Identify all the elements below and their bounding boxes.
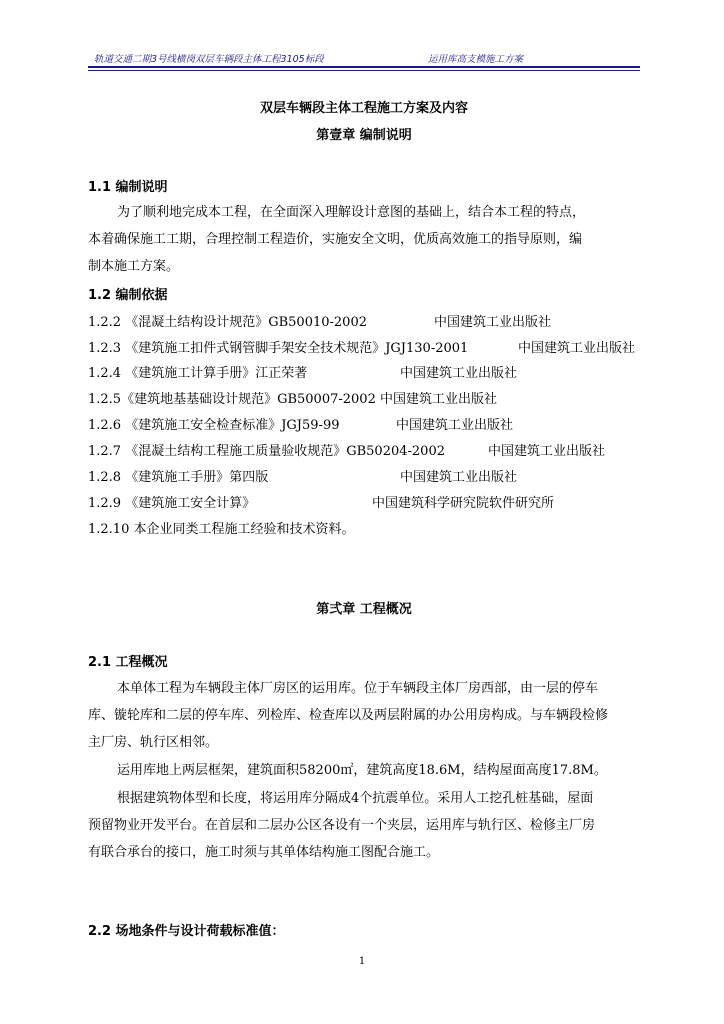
reference-publisher: 中国建筑工业出版社 bbox=[400, 470, 518, 485]
page-number: 1 bbox=[358, 956, 366, 967]
header-rule-thick bbox=[88, 66, 640, 68]
header-project-name: 轨道交通二期3号线横岗双层车辆段主体工程3105标段 bbox=[94, 54, 324, 65]
paragraph-line: 本单体工程为车辆段主体厂房区的运用库。位于车辆段主体厂房西部，由一层的停车 bbox=[117, 681, 599, 696]
reference-title: 1.2.6 《建筑施工安全检查标准》JGJ59-99 bbox=[88, 418, 340, 433]
reference-publisher: 中国建筑工业出版社 bbox=[488, 444, 606, 459]
paragraph-line: 主厂房、轨行区相邻。 bbox=[88, 735, 219, 750]
reference-item bbox=[88, 518, 354, 537]
chapter-2-title: 第弍章 工程概况 bbox=[316, 602, 412, 617]
section-1-1-heading: 1.1 编制说明 bbox=[88, 180, 168, 195]
paragraph-line: 制本施工方案。 bbox=[88, 259, 180, 274]
paragraph-line: 运用库地上两层框架，建筑面积58200㎡，建筑高度18.6M，结构屋面高度17.8M。 bbox=[117, 763, 607, 778]
reference-item bbox=[88, 440, 606, 459]
reference-publisher: 中国建筑工业出版社 bbox=[518, 341, 636, 356]
reference-publisher: 中国建筑科学研究院软件研究所 bbox=[372, 496, 555, 511]
paragraph-line: 根据建筑物体型和长度，将运用库分隔成4个抗震单位。采用人工挖孔桩基础，屋面 bbox=[117, 791, 594, 806]
reference-publisher: 中国建筑工业出版社 bbox=[434, 315, 552, 330]
header-rule-thin bbox=[88, 70, 640, 71]
reference-publisher: 中国建筑工业出版社 bbox=[400, 366, 518, 381]
reference-item bbox=[88, 388, 497, 407]
page-header bbox=[88, 48, 638, 66]
chapter-1-title: 第壹章 编制说明 bbox=[316, 128, 412, 143]
reference-item bbox=[88, 311, 552, 330]
paragraph-line: 有联合承台的接口，施工时须与其单体结构施工图配合施工。 bbox=[88, 845, 440, 860]
paragraph-line: 为了顺利地完成本工程，在全面深入理解设计意图的基础上，结合本工程的特点， bbox=[117, 205, 586, 220]
paragraph-line: 库、镟轮库和二层的停车库、列检库、检查库以及两层附属的办公用房构成。与车辆段检修 bbox=[88, 708, 609, 723]
document-title: 双层车辆段主体工程施工方案及内容 bbox=[259, 101, 468, 116]
reference-title: 1.2.9 《建筑施工安全计算》 bbox=[88, 496, 256, 511]
reference-title: 1.2.10 本企业同类工程施工经验和技术资料。 bbox=[88, 522, 355, 537]
reference-title: 1.2.3 《建筑施工扣件式钢管脚手架安全技术规范》JGJ130-2001 bbox=[88, 341, 469, 356]
reference-item bbox=[88, 362, 518, 381]
reference-title: 1.2.2 《混凝土结构设计规范》GB50010-2002 bbox=[88, 315, 367, 330]
reference-title: 1.2.4 《建筑施工计算手册》江正荣著 bbox=[88, 366, 308, 381]
reference-publisher: 中国建筑工业出版社 bbox=[396, 418, 514, 433]
section-2-2-heading: 2.2 场地条件与设计荷载标准值： bbox=[88, 924, 285, 939]
header-document-name: 运用库高支模施工方案 bbox=[428, 54, 524, 65]
paragraph-line: 本着确保施工工期，合理控制工程造价，实施安全文明，优质高效施工的指导原则，编 bbox=[88, 232, 583, 247]
reference-item bbox=[88, 337, 636, 356]
reference-title: 1.2.5《建筑地基基础设计规范》GB50007-2002 中国建筑工业出版社 bbox=[88, 392, 497, 407]
reference-item bbox=[88, 492, 555, 511]
reference-item bbox=[88, 466, 518, 485]
reference-item bbox=[88, 414, 514, 433]
paragraph-line: 预留物业开发平台。在首层和二层办公区各设有一个夹层，运用库与轨行区、检修主厂房 bbox=[88, 818, 596, 833]
reference-title: 1.2.7 《混凝土结构工程施工质量验收规范》GB50204-2002 bbox=[88, 444, 445, 459]
section-2-1-heading: 2.1 工程概况 bbox=[88, 655, 168, 670]
section-1-2-heading: 1.2 编制依据 bbox=[88, 288, 168, 303]
reference-title: 1.2.8 《建筑施工手册》第四版 bbox=[88, 470, 269, 485]
